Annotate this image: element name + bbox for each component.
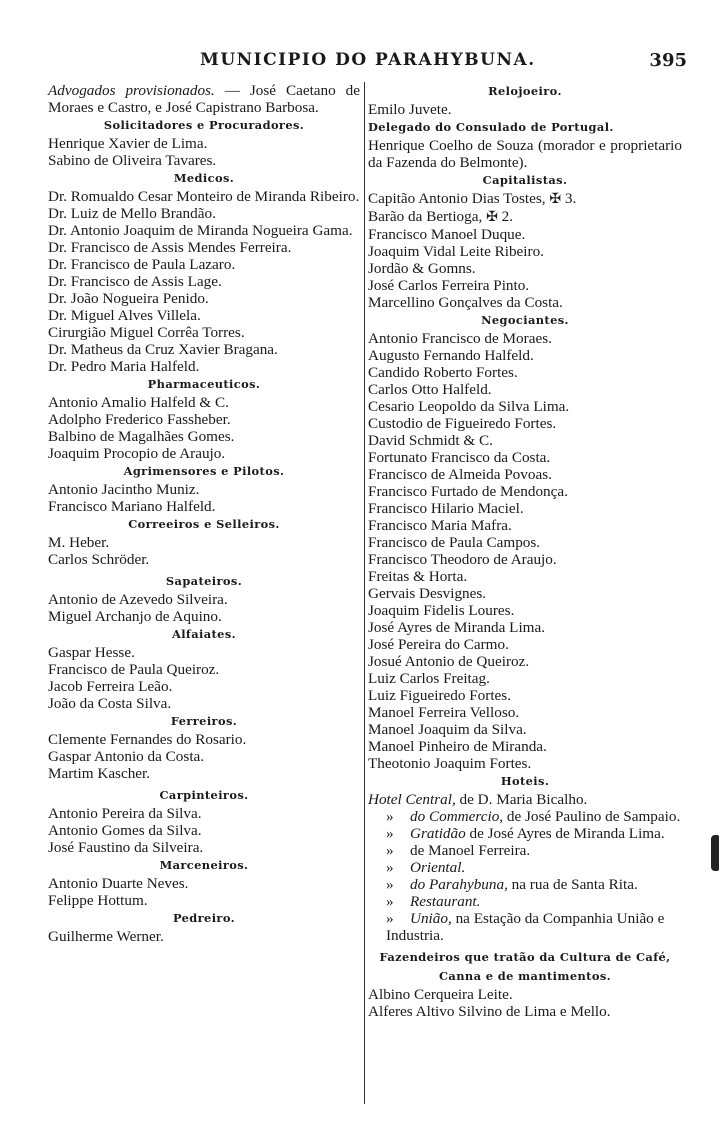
list-agrimensores — [48, 481, 360, 515]
list-item: Custodio de Figueiredo Fortes. — [368, 415, 557, 432]
list-item: José Ayres de Miranda Lima. — [368, 619, 546, 636]
list-delegado — [368, 137, 682, 171]
list-item: Miguel Archanjo de Aquino. — [48, 608, 222, 625]
list-item: Francisco Hilario Maciel. — [368, 500, 524, 517]
hotel-name: Restaurant. — [410, 893, 481, 910]
section-title-capitalistas: Capitalistas. — [482, 173, 568, 187]
hotel-detail: na Estação da Companhia União e Industria. — [386, 910, 665, 944]
ditto-mark: » — [386, 893, 394, 910]
section-title-medicos: Medicos. — [173, 171, 235, 185]
list-item: Dr. Francisco de Assis Lage. — [48, 273, 222, 290]
list-solicitadores — [48, 135, 360, 169]
hotel-entry — [368, 791, 682, 808]
list-item: Balbino de Magalhães Gomes. — [48, 428, 235, 445]
list-medicos — [48, 188, 360, 375]
ditto-mark: » — [386, 876, 394, 893]
ditto-mark: » — [386, 825, 394, 842]
list-item: Dr. Miguel Alves Villela. — [48, 307, 201, 324]
hotel-name: Gratidão — [410, 825, 466, 842]
list-ferreiros — [48, 731, 360, 782]
list-item: Manoel Joaquim da Silva. — [368, 721, 527, 738]
list-item: Francisco Theodoro de Araujo. — [368, 551, 557, 568]
list-hoteis — [368, 808, 682, 944]
list-item: Antonio Amalio Halfeld & C. — [48, 394, 229, 411]
list-item: M. Heber. — [48, 534, 110, 551]
list-item: Antonio de Azevedo Silveira. — [48, 591, 228, 608]
list-item: João da Costa Silva. — [48, 695, 172, 712]
list-item: Augusto Fernando Halfeld. — [368, 347, 534, 364]
list-item: Gervais Desvignes. — [368, 585, 487, 602]
list-item: Dr. Pedro Maria Halfeld. — [48, 358, 200, 375]
list-pedreiro — [48, 928, 360, 945]
list-item: Sabino de Oliveira Tavares. — [48, 152, 217, 169]
hotel-detail: de Manoel Ferreira. — [410, 842, 531, 859]
hotel-name: União, — [410, 910, 452, 927]
list-item: Josué Antonio de Queiroz. — [368, 653, 530, 670]
list-item: Candido Roberto Fortes. — [368, 364, 518, 381]
list-marceneiros — [48, 875, 360, 909]
ditto-mark: » — [386, 910, 394, 927]
list-item: Antonio Jacintho Muniz. — [48, 481, 200, 498]
list-item — [368, 208, 682, 226]
list-carpinteiros — [48, 805, 360, 856]
list-item: Francisco de Paula Campos. — [368, 534, 541, 551]
capitalista-name: José Carlos Ferreira Pinto. — [368, 277, 530, 294]
advogados-entry — [48, 82, 360, 116]
list-fazendeiros — [368, 986, 682, 1020]
ditto-mark: » — [386, 808, 394, 825]
list-relojoeiro — [368, 101, 682, 118]
list-item: Clemente Fernandes do Rosario. — [48, 731, 247, 748]
section-title-fazendeiros: Fazendeiros que tratão da Cultura de Café, Canna e de mantimentos. — [379, 950, 671, 983]
hotel-entry — [368, 876, 682, 893]
section-title-carpinteiros: Carpinteiros. — [159, 788, 249, 802]
list-item: Francisco Maria Mafra. — [368, 517, 512, 534]
column-divider — [364, 82, 365, 1104]
list-item: Antonio Gomes da Silva. — [48, 822, 202, 839]
cross-count: 2. — [497, 208, 514, 225]
capitalista-name: Marcellino Gonçalves da Costa. — [368, 294, 563, 311]
list-item: Cesario Leopoldo da Silva Lima. — [368, 398, 570, 415]
hotel-name: Oriental. — [410, 859, 466, 876]
section-title-pedreiro: Pedreiro. — [172, 911, 235, 925]
list-item: Dr. Francisco de Assis Mendes Ferreira. — [48, 239, 292, 256]
list-item: Francisco de Paula Queiroz. — [48, 661, 220, 678]
capitalista-name: Capitão Antonio Dias Tostes, — [368, 190, 550, 207]
page-number: 395 — [649, 50, 687, 71]
list-item: Alferes Altivo Silvino de Lima e Mello. — [368, 1003, 611, 1020]
list-item: Francisco de Almeida Povoas. — [368, 466, 552, 483]
list-item: Fortunato Francisco da Costa. — [368, 449, 551, 466]
left-column — [48, 82, 360, 945]
list-item: Gaspar Hesse. — [48, 644, 135, 661]
list-item: Antonio Duarte Neves. — [48, 875, 189, 892]
list-item: Francisco Mariano Halfeld. — [48, 498, 216, 515]
list-item: José Pereira do Carmo. — [368, 636, 509, 653]
hotel-entry — [368, 910, 682, 944]
hotel-detail: de José Ayres de Miranda Lima. — [465, 825, 665, 842]
list-item: Dr. Luiz de Mello Brandão. — [48, 205, 216, 222]
list-item: Emilo Juvete. — [368, 101, 452, 118]
hotel-name: Hotel Central, — [368, 791, 456, 808]
cross-count: 3. — [561, 190, 577, 207]
section-title-alfaiates: Alfaiates. — [171, 627, 237, 641]
list-item: Manoel Ferreira Velloso. — [368, 704, 520, 721]
list-item: Francisco Furtado de Mendonça. — [368, 483, 568, 500]
list-item: Dr. Matheus da Cruz Xavier Bragana. — [48, 341, 278, 358]
list-item: Jacob Ferreira Leão. — [48, 678, 173, 695]
hotel-detail: na rua de Santa Rita. — [507, 876, 638, 893]
capitalista-name: Jordão & Gomns. — [368, 260, 476, 277]
section-title-solicitadores: Solicitadores e Procuradores. — [103, 118, 305, 132]
list-item: Gaspar Antonio da Costa. — [48, 748, 205, 765]
list-item — [368, 226, 682, 243]
section-title-hoteis: Hoteis. — [500, 774, 550, 788]
list-item: Antonio Pereira da Silva. — [48, 805, 202, 822]
section-title-pharmaceuticos: Pharmaceuticos. — [147, 377, 261, 391]
hotel-detail: de D. Maria Bicalho. — [455, 791, 588, 808]
cross-icon: ✠ — [549, 192, 562, 207]
section-title-negociantes: Negociantes. — [481, 313, 569, 327]
section-title-relojoeiro: Relojoeiro. — [488, 84, 562, 98]
list-item: Henrique Coelho de Souza (morador e proprietario da Fazenda do Belmonte). — [368, 137, 682, 171]
hotel-name: do Parahybuna, — [410, 876, 508, 893]
list-item: Joaquim Procopio de Araujo. — [48, 445, 226, 462]
list-item — [368, 294, 682, 311]
page-edge-mark — [711, 835, 719, 871]
list-item: Henrique Xavier de Lima. — [48, 135, 208, 152]
list-correeiros — [48, 534, 360, 568]
hotel-entry — [368, 825, 682, 842]
hotel-entry — [368, 808, 682, 825]
list-item: David Schmidt & C. — [368, 432, 493, 449]
advogados-label: Advogados provisionados. — [48, 82, 215, 99]
list-item — [368, 190, 682, 208]
section-title-agrimensores: Agrimensores e Pilotos. — [123, 464, 285, 478]
page-header — [0, 50, 725, 74]
list-alfaiates — [48, 644, 360, 712]
hotel-entry — [368, 893, 682, 910]
section-title-sapateiros: Sapateiros. — [165, 574, 243, 588]
list-item: Freitas & Horta. — [368, 568, 468, 585]
list-item: Carlos Otto Halfeld. — [368, 381, 492, 398]
hotel-entry — [368, 859, 682, 876]
list-item: Luiz Carlos Freitag. — [368, 670, 490, 687]
list-item: Dr. Antonio Joaquim de Miranda Nogueira Gama. — [48, 222, 353, 239]
list-capitalistas — [368, 190, 682, 311]
hotel-detail: de José Paulino de Sampaio. — [503, 808, 681, 825]
list-item: Theotonio Joaquim Fortes. — [368, 755, 532, 772]
list-item: Guilherme Werner. — [48, 928, 164, 945]
capitalista-name: Joaquim Vidal Leite Ribeiro. — [368, 243, 544, 260]
hotel-entry — [368, 842, 682, 859]
list-item: Dr. João Nogueira Penido. — [48, 290, 209, 307]
section-title-marceneiros: Marceneiros. — [159, 858, 249, 872]
list-item — [368, 243, 682, 260]
ditto-mark: » — [386, 859, 394, 876]
list-item — [368, 260, 682, 277]
advogados-text: — José Caetano de Moraes e Castro, e José Capistrano Barbosa. — [48, 82, 360, 116]
capitalista-name: Barão da Bertioga, — [368, 208, 487, 225]
list-item: Martim Kascher. — [48, 765, 151, 782]
list-item — [368, 277, 682, 294]
list-negociantes — [368, 330, 682, 772]
page-title: MUNICIPIO DO PARAHYBUNA. — [200, 50, 536, 70]
right-column — [368, 82, 682, 1020]
list-item: Manoel Pinheiro de Miranda. — [368, 738, 547, 755]
list-item: Dr. Romualdo Cesar Monteiro de Miranda Ribeiro. — [48, 188, 360, 205]
list-item: Dr. Francisco de Paula Lazaro. — [48, 256, 236, 273]
list-item: Adolpho Frederico Fassheber. — [48, 411, 231, 428]
cross-icon: ✠ — [486, 210, 498, 225]
capitalista-name: Francisco Manoel Duque. — [368, 226, 526, 243]
hotel-name: do Commercio, — [410, 808, 504, 825]
list-item: Felippe Hottum. — [48, 892, 148, 909]
list-item: Cirurgião Miguel Corrêa Torres. — [48, 324, 245, 341]
list-item: Albino Cerqueira Leite. — [368, 986, 513, 1003]
section-title-ferreiros: Ferreiros. — [170, 714, 238, 728]
list-sapateiros — [48, 591, 360, 625]
list-item: Carlos Schröder. — [48, 551, 150, 568]
ditto-mark: » — [386, 842, 394, 859]
list-item: Luiz Figueiredo Fortes. — [368, 687, 511, 704]
list-item: Joaquim Fidelis Loures. — [368, 602, 515, 619]
section-title-delegado: Delegado do Consulado de Portugal. — [368, 120, 614, 134]
list-item: José Faustino da Silveira. — [48, 839, 204, 856]
section-title-correeiros: Correeiros e Selleiros. — [128, 517, 280, 531]
list-pharmaceuticos — [48, 394, 360, 462]
list-item: Antonio Francisco de Moraes. — [368, 330, 552, 347]
